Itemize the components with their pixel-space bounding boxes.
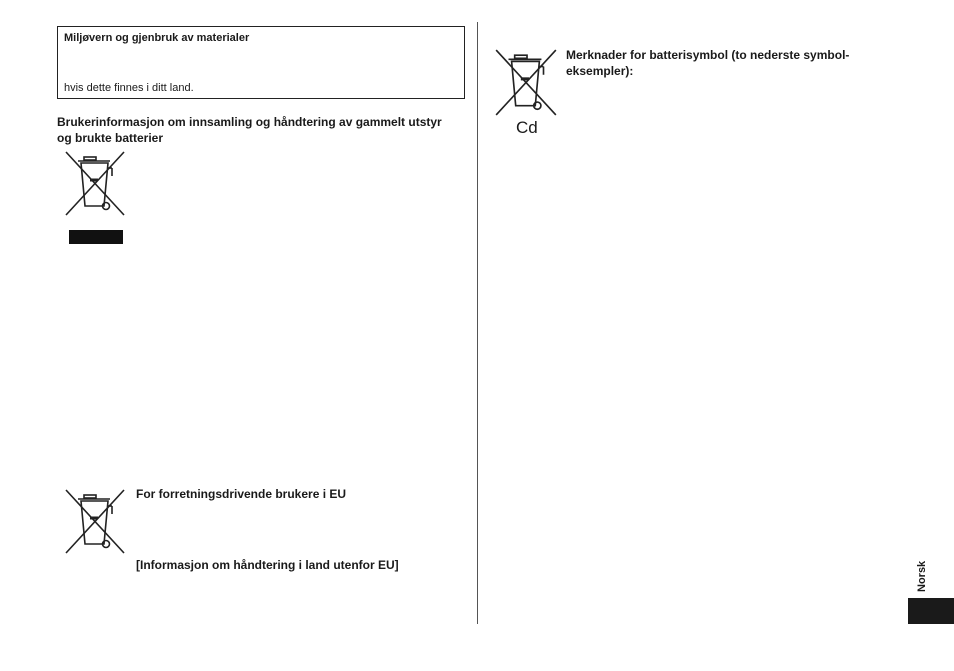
column-divider (477, 22, 478, 624)
environment-box-title: Miljøvern og gjenbruk av materialer (64, 32, 250, 44)
language-tab-label: Norsk (916, 560, 928, 592)
environment-box-text: hvis dette finnes i ditt land. (64, 82, 194, 94)
outside-eu-heading: [Informasjon om håndtering i land utenfor EU] (136, 558, 399, 572)
black-bar-marker (69, 230, 123, 244)
language-tab-marker (908, 598, 954, 624)
cadmium-label: Cd (516, 118, 538, 137)
crossed-out-wheelie-bin-icon (64, 488, 126, 556)
environment-info-box (57, 26, 465, 99)
business-users-heading: For forretningsdrivende brukere i EU (136, 487, 347, 501)
battery-symbol-heading: Merknader for batterisymbol (to nederste symbol-eksempler): (566, 48, 850, 78)
user-info-heading: Brukerinformasjon om innsamling og håndtering av gammelt utstyr og brukte batterier (57, 115, 442, 145)
crossed-out-wheelie-bin-icon (494, 48, 558, 118)
crossed-out-wheelie-bin-icon (64, 150, 126, 218)
